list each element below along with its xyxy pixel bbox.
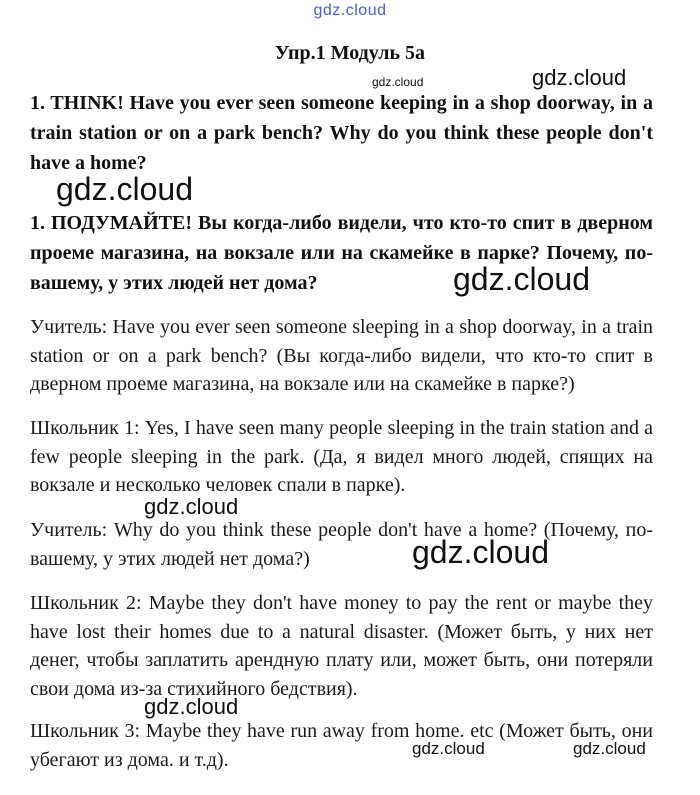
watermark-small: gdz.cloud	[372, 75, 424, 89]
watermark-medium: gdz.cloud	[144, 494, 239, 519]
watermark-small: gdz.cloud	[573, 739, 646, 758]
dialogue-line-student-1: Школьник 1: Yes, I have seen many people sleeping in the train station and a few people sleeping in the park. (Да, я видел много людей, спящих на вокзале и несколько человек спали в парке).	[30, 417, 653, 496]
watermark-large: gdz.cloud	[56, 171, 193, 207]
header-watermark: gdz.cloud	[313, 2, 387, 19]
dialogue-line-student-2: Школьник 2: Maybe they don't have money to pay the rent or maybe they have lost their homes due to a natural disaster. (Может быть, у них нет денег, чтобы заплатить арендную плату или, может быть, они потеряли свои дома из-за стихийного бедствия).	[30, 592, 653, 700]
page-title: Упр.1 Модуль 5а	[274, 42, 426, 64]
task-english: 1. THINK! Have you ever seen someone keeping in a shop doorway, in a train station or on a park bench? Why do you think these people don't have a home?	[30, 92, 653, 174]
watermark-medium: gdz.cloud	[532, 65, 627, 90]
dialogue-line-teacher-2: Учитель: Why do you think these people don't have a home? (Почему, по-вашему, у этих людей нет дома?)	[30, 519, 653, 570]
watermark-small: gdz.cloud	[412, 739, 485, 758]
task-russian: 1. ПОДУМАЙТЕ! Вы когда-либо видели, что кто-то спит в дверном проеме магазина, на вокзале или на скамейке в парке? Почему, по-вашему, у этих людей нет дома?	[30, 212, 653, 294]
watermark-large: gdz.cloud	[453, 261, 590, 297]
watermark-medium: gdz.cloud	[144, 694, 239, 719]
watermark-large: gdz.cloud	[412, 534, 549, 570]
dialogue-line-teacher-1: Учитель: Have you ever seen someone sleeping in a shop doorway, in a train station or on a park bench? (Вы когда-либо видели, что кто-то спит в дверном проеме магазина, на вокзале или на скамейке в парке?)	[30, 316, 653, 395]
dialogue-line-student-3: Школьник 3: Maybe they have run away from home. etc (Может быть, они убегают из дома. и т.д).	[30, 720, 653, 771]
